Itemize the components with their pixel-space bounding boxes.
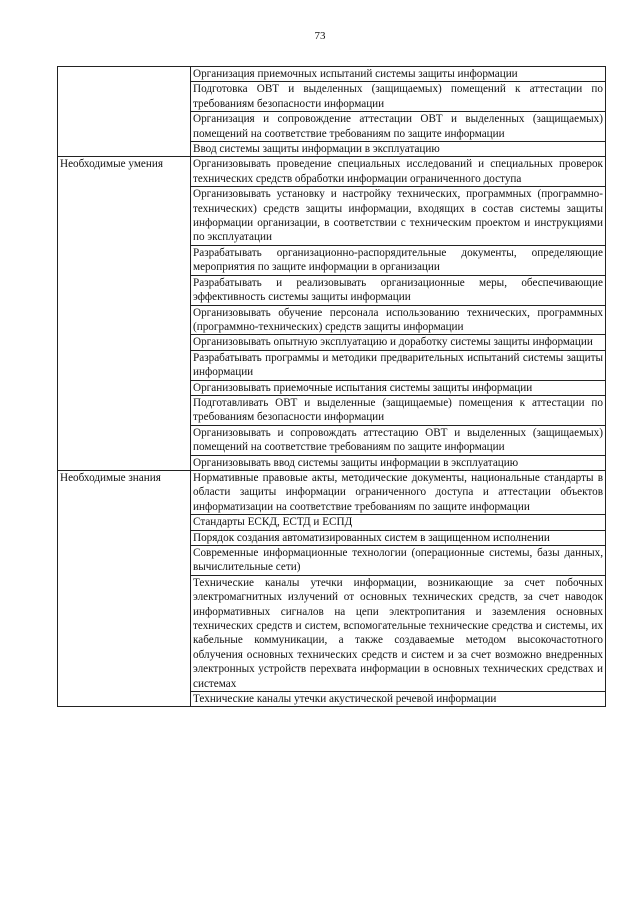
- section-item: Организация и сопровождение аттестации ОВТ и выделенных (защищаемых) помещений на соответствие требованиям по защите информации: [191, 112, 606, 142]
- section-item: Порядок создания автоматизированных систем в защищенном исполнении: [191, 530, 606, 545]
- section-item: Подготовка ОВТ и выделенных (защищаемых) помещений к аттестации по требованиям безопасности информации: [191, 82, 606, 112]
- table-row: [58, 67, 606, 82]
- section-item: Организовывать установку и настройку технических, программных (программно-технических) средств защиты информации, входящих в состав системы защиты информации организации, в соответствии с техническим проектом и инструкциями по эксплуатации: [191, 187, 606, 246]
- table-row: [58, 157, 606, 187]
- section-item: Организовывать ввод системы защиты информации в эксплуатацию: [191, 455, 606, 470]
- table-row: [58, 470, 606, 514]
- section-item: Разрабатывать и реализовывать организационные меры, обеспечивающие эффективность системы защиты информации: [191, 275, 606, 305]
- section-item: Разрабатывать организационно-распорядительные документы, определяющие мероприятия по защите информации в организации: [191, 245, 606, 275]
- section-label: Необходимые знания: [58, 470, 191, 707]
- section-item: Организовывать проведение специальных исследований и специальных проверок технических средств обработки информации ограниченного доступа: [191, 157, 606, 187]
- competency-table-body: [58, 67, 606, 707]
- section-item: Организовывать приемочные испытания системы защиты информации: [191, 380, 606, 395]
- section-item: Разрабатывать программы и методики предварительных испытаний системы защиты информации: [191, 350, 606, 380]
- section-item: Подготавливать ОВТ и выделенные (защищаемые) помещения к аттестации по требованиям безопасности информации: [191, 395, 606, 425]
- section-item: Ввод системы защиты информации в эксплуатацию: [191, 142, 606, 157]
- section-item: Организовывать и сопровождать аттестацию ОВТ и выделенных (защищаемых) помещений на соответствие требованиям по защите информации: [191, 425, 606, 455]
- section-item: Современные информационные технологии (операционные системы, базы данных, вычислительные сети): [191, 546, 606, 576]
- competency-table: [57, 66, 606, 707]
- section-item: Организовывать обучение персонала использованию технических, программных (программно-технических) средств защиты информации: [191, 305, 606, 335]
- section-item: Стандарты ЕСКД, ЕСТД и ЕСПД: [191, 515, 606, 530]
- section-item: Технические каналы утечки информации, возникающие за счет побочных электромагнитных излучений от основных технических средств, за счет наводок информативных сигналов на цепи электропитания и заземления основных технических средств и систем, вспомогательные технические средства и системы, их кабельные коммуникации, а также создаваемые методом высокочастотного облучения основных технических средств и систем и за счет возможно внедренных электронных устройств перехвата информации в основных технических средствах и системах: [191, 575, 606, 691]
- section-label: [58, 67, 191, 157]
- section-item: Организовывать опытную эксплуатацию и доработку системы защиты информации: [191, 335, 606, 350]
- section-item: Технические каналы утечки акустической речевой информации: [191, 692, 606, 707]
- section-item: Нормативные правовые акты, методические документы, национальные стандарты в области защиты информации ограниченного доступа и аттестации объектов информатизации на соответствие требованиям по защите информации: [191, 470, 606, 514]
- page-number: 73: [314, 30, 326, 42]
- section-label: Необходимые умения: [58, 157, 191, 471]
- section-item: Организация приемочных испытаний системы защиты информации: [191, 67, 606, 82]
